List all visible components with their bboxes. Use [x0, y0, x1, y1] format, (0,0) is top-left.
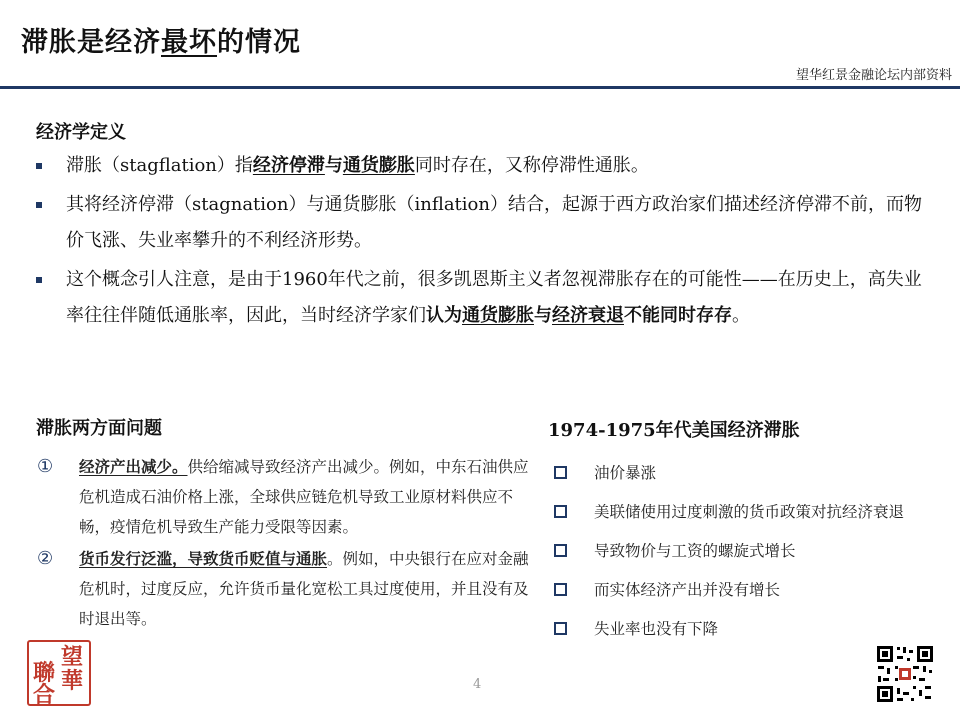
list-item: 导致物价与工资的螺旋式增长: [554, 536, 934, 566]
list-item: 美联储使用过度刺激的货币政策对抗经济衰退: [554, 497, 934, 527]
us-case-title: 1974-1975年代美国经济滞胀: [548, 420, 800, 441]
circled-number: ①: [37, 456, 54, 477]
bullet-square-icon: [36, 163, 42, 169]
checkbox-square-icon: [554, 466, 567, 479]
list-item: ② 货币发行泛滥，导致货币贬值与通胀。例如，中央银行在应对金融危机时，过度反应，允许货币量化宽松工具过度使用，并且没有及时退出等。: [37, 544, 542, 634]
list-item: 而实体经济产出并没有增长: [554, 575, 934, 605]
list-item: 其将经济停滞（stagnation）与通货膨胀（inflation）结合，起源于西方政治家们描述经济停滞不前，而物价飞涨、失业率攀升的不利经济形势。: [33, 187, 923, 259]
list-item: ① 经济产出减少。供给缩减导致经济产出减少。例如，中东石油供应危机造成石油价格上涨，全球供应链危机导致工业原材料供应不畅，疫情危机导致生产能力受限等因素。: [37, 452, 542, 542]
list-item: 失业率也没有下降: [554, 614, 934, 644]
list-item: 这个概念引人注意，是由于1960年代之前，很多凯恩斯主义者忽视滞胀存在的可能性——在历史上，高失业率往往伴随低通胀率，因此，当时经济学家们认为通货膨胀与经济衰退不能同时存存。: [33, 262, 923, 334]
circled-number: ②: [37, 548, 54, 569]
title-underlined: 最坏: [161, 27, 217, 58]
logo: 聯 望 合 華: [27, 640, 91, 706]
checkbox-square-icon: [554, 505, 567, 518]
bullet-square-icon: [36, 277, 42, 283]
title-part: 滞胀是经济: [21, 27, 161, 58]
problems-list: [37, 452, 542, 636]
us-case-list: [554, 458, 934, 653]
qr-code-icon: [875, 644, 935, 704]
header-watermark: 望华红景金融论坛内部资料: [795, 68, 952, 83]
definition-bullets: [33, 148, 923, 337]
page-title: [21, 20, 301, 59]
checkbox-square-icon: [554, 622, 567, 635]
header-divider: [0, 86, 960, 89]
definition-title: 经济学定义: [36, 122, 126, 143]
problems-title: 滞胀两方面问题: [36, 418, 162, 439]
page-number: 4: [473, 677, 482, 692]
checkbox-square-icon: [554, 583, 567, 596]
checkbox-square-icon: [554, 544, 567, 557]
list-item: 滞胀（stagflation）指经济停滞与通货膨胀同时存在，又称停滞性通胀。: [33, 148, 923, 184]
title-part: 的情况: [217, 27, 301, 58]
bullet-square-icon: [36, 202, 42, 208]
list-item: 油价暴涨: [554, 458, 934, 488]
